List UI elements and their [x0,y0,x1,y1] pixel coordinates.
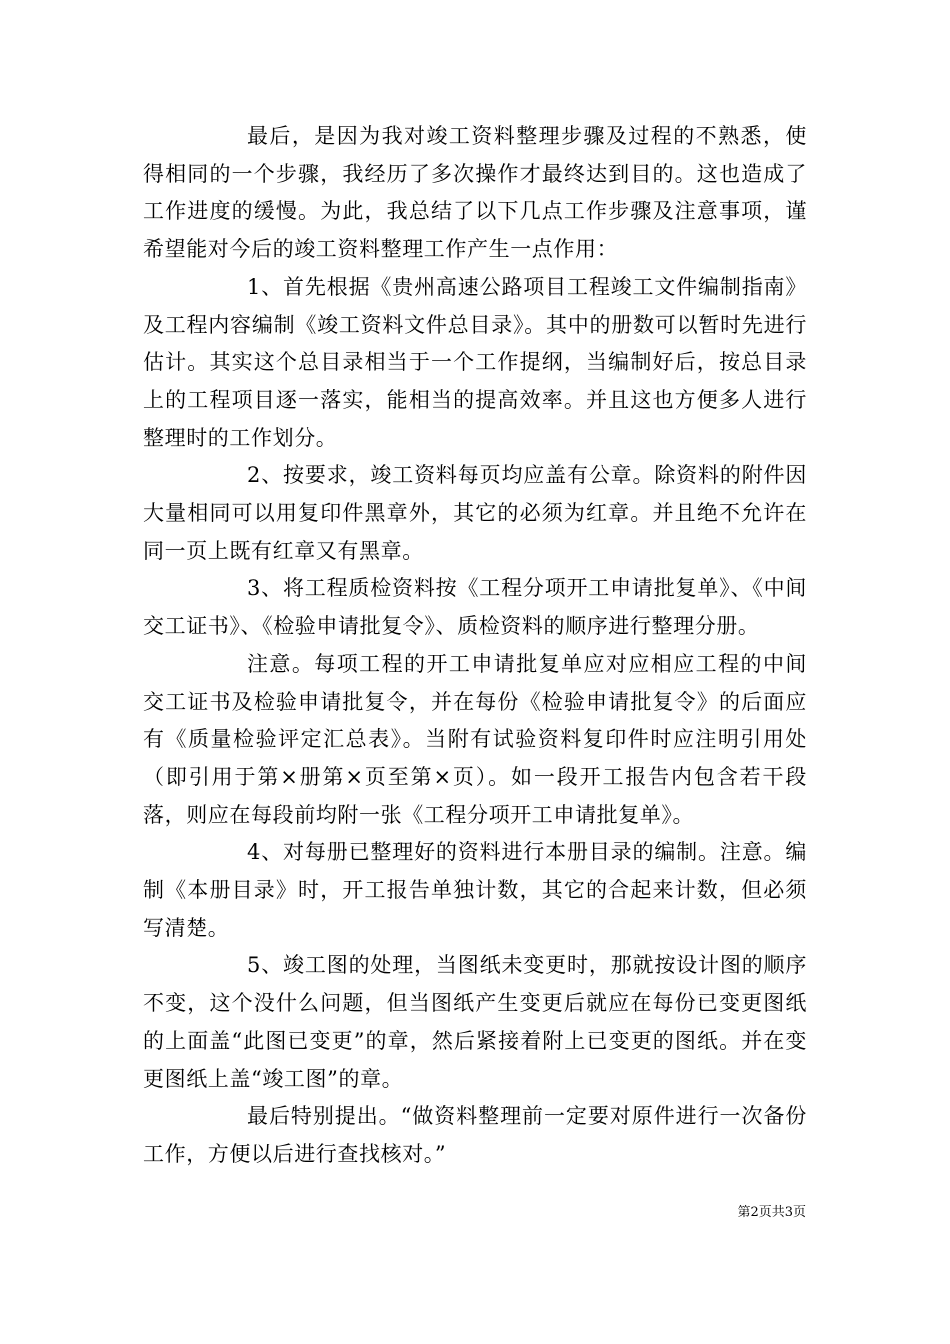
paragraph-step-3: 3、将工程质检资料按《工程分项开工申请批复单》、《中间交工证书》、《检验申请批复令》、质检资料的顺序进行整理分册。 [143,576,807,639]
paragraph-step-4: 4、对每册已整理好的资料进行本册目录的编制。注意。编制《本册目录》时，开工报告单独计数，其它的合起来计数，但必须写清楚。 [143,840,807,940]
paragraph-step-5: 5、竣工图的处理，当图纸未变更时，那就按设计图的顺序不变，这个没什么问题，但当图纸产生变更后就应在每份已变更图纸的上面盖“此图已变更”的章，然后紧接着附上已变更的图纸。并在变更图纸上盖“竣工图”的章。 [143,953,807,1091]
document-body [143,118,807,1174]
paragraph-step-1: 1、首先根据《贵州高速公路项目工程竣工文件编制指南》及工程内容编制《竣工资料文件总目录》。其中的册数可以暂时先进行估计。其实这个总目录相当于一个工作提纲，当编制好后，按总目录上的工程项目逐一落实，能相当的提高效率。并且这也方便多人进行整理时的工作划分。 [143,274,807,450]
paragraph-note: 注意。每项工程的开工申请批复单应对应相应工程的中间交工证书及检验申请批复令，并在每份《检验申请批复令》的后面应有《质量检验评定汇总表》。当附有试验资料复印件时应注明引用处（即引用于第×册第×页至第×页）。如一段开工报告内包含若干段落，则应在每段前均附一张《工程分项开工申请批复单》。 [143,651,807,827]
paragraph-step-2: 2、按要求，竣工资料每页均应盖有公章。除资料的附件因大量相同可以用复印件黑章外，其它的必须为红章。并且绝不允许在同一页上既有红章又有黑章。 [143,463,807,563]
paragraph-final-remark: 最后特别提出。“做资料整理前一定要对原件进行一次备份工作，方便以后进行查找核对。” [143,1104,807,1166]
page-number-footer: 第2页共3页 [737,1205,806,1220]
paragraph-intro: 最后，是因为我对竣工资料整理步骤及过程的不熟悉，使得相同的一个步骤，我经历了多次操作才最终达到目的。这也造成了工作进度的缓慢。为此，我总结了以下几点工作步骤及注意事项，谨希望能对今后的竣工资料整理工作产生一点作用： [143,124,807,262]
